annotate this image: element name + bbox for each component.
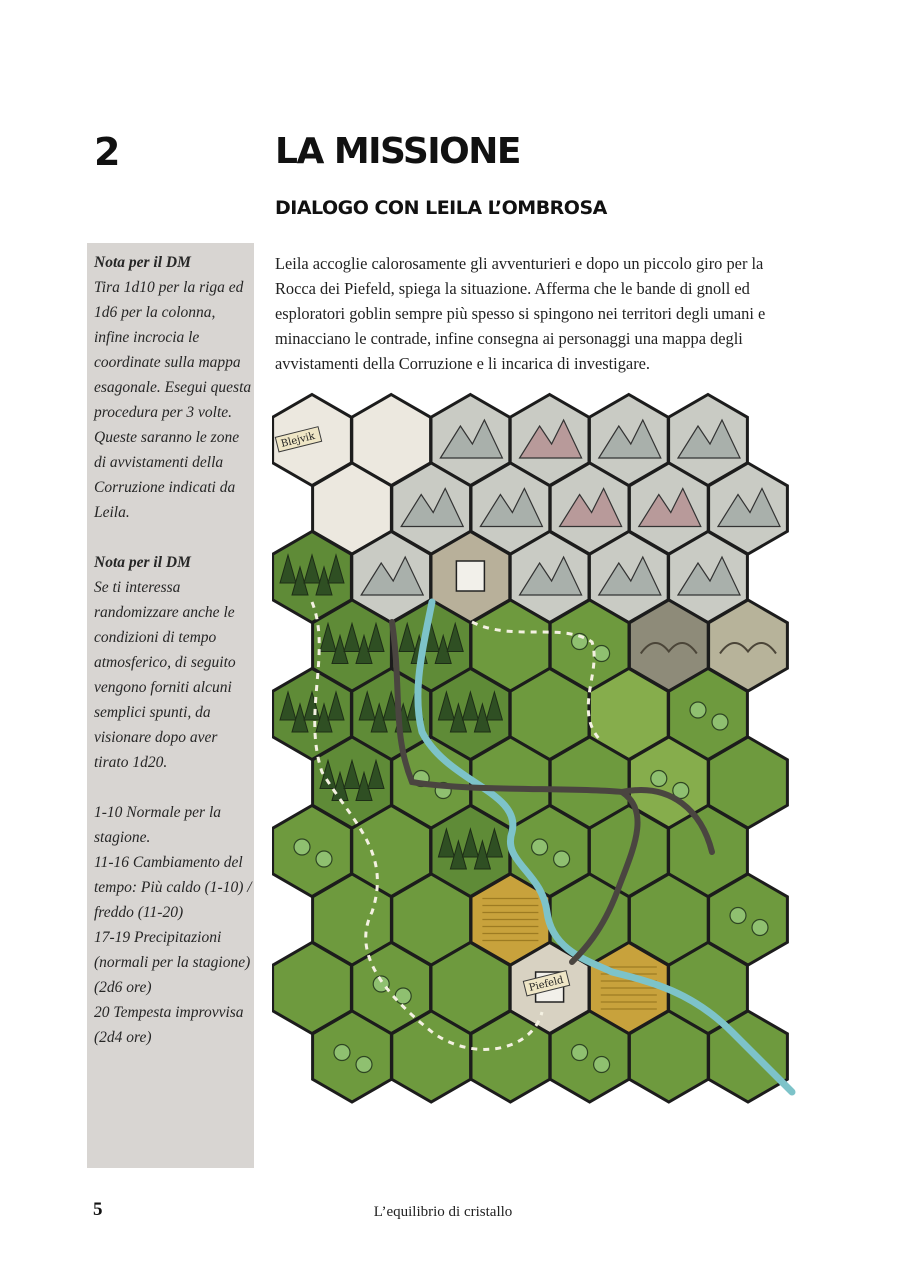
book-title: L’equilibrio di cristallo bbox=[373, 1204, 513, 1220]
tree-icon bbox=[712, 714, 728, 730]
map-label-town-south: Piefeld bbox=[527, 974, 565, 994]
weather-row: 20 Tempesta improvvisa (2d4 ore) bbox=[94, 1004, 244, 1046]
tree-icon bbox=[334, 1045, 350, 1061]
hex-map bbox=[272, 392, 800, 1118]
tree-icon bbox=[594, 1057, 610, 1073]
tree-icon bbox=[554, 851, 570, 867]
page-number: 5 bbox=[93, 1199, 103, 1220]
weather-row: 11-16 Cambiamento del tempo: Più caldo (1-10) / freddo (11-20) bbox=[94, 854, 252, 921]
weather-row: 1-10 Normale per la stagione. bbox=[94, 804, 222, 846]
tree-icon bbox=[395, 988, 411, 1004]
tree-icon bbox=[730, 908, 746, 924]
map-label-town-north: Blejvik bbox=[279, 430, 317, 450]
chapter-title: LA MISSIONE bbox=[275, 131, 521, 172]
tree-icon bbox=[572, 1045, 588, 1061]
note-body: Tira 1d10 per la riga ed 1d6 per la colonna, infine incrocia le coordinate sulla mappa esagonale. Esegui questa procedura per 3 volte. Queste saranno le zone di avvistamenti della Corruzione indicati da Leila. bbox=[94, 279, 252, 521]
tree-icon bbox=[594, 646, 610, 662]
rock-icon bbox=[456, 561, 484, 591]
tree-icon bbox=[532, 839, 548, 855]
tree-icon bbox=[651, 771, 667, 787]
tree-icon bbox=[294, 839, 310, 855]
weather-row: 17-19 Precipitazioni (normali per la stagione) (2d6 ore) bbox=[94, 929, 251, 996]
chapter-number: 2 bbox=[94, 130, 120, 174]
note-body: Se ti interessa randomizzare anche le condizioni di tempo atmosferico, di seguito vengono forniti alcuni semplici spunti, da visionare dopo aver tirato 1d20. bbox=[94, 579, 236, 771]
tree-icon bbox=[690, 702, 706, 718]
weather-table bbox=[94, 800, 254, 1050]
note-heading: Nota per il DM bbox=[94, 554, 191, 571]
intro-paragraph: Leila accoglie calorosamente gli avventurieri e dopo un piccolo giro per la Rocca dei Piefeld, spiega la situazione. Afferma che le bande di gnoll ed esploratori goblin sempre più spesso si spingono nei territori degli umani e minacciano le contrade, infine consegna ai personaggi una mappa degli avvistamenti della Corruzione e li incarica di investigare. bbox=[275, 254, 766, 373]
note-heading: Nota per il DM bbox=[94, 254, 191, 271]
tree-icon bbox=[752, 920, 768, 936]
section-title: DIALOGO CON LEILA L’OMBROSA bbox=[275, 197, 607, 219]
hex-map-illustration bbox=[272, 392, 800, 1118]
tree-icon bbox=[356, 1057, 372, 1073]
dm-notes-text bbox=[94, 250, 254, 1050]
tree-icon bbox=[316, 851, 332, 867]
